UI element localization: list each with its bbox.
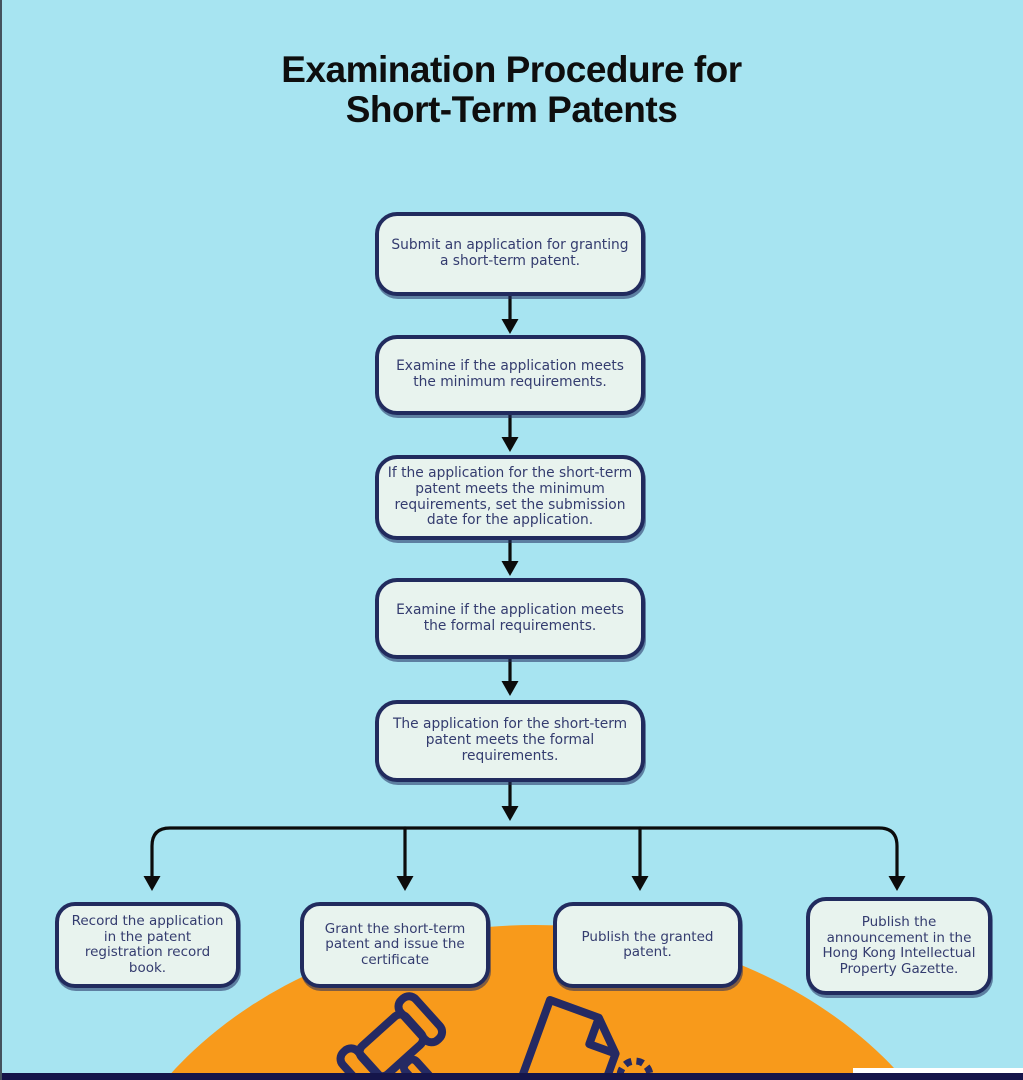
flow-step-1 [375,212,645,296]
flow-step-5 [375,700,645,782]
outcome-box-3-label: Publish the granted patent. [581,928,714,960]
flow-step-3 [375,455,645,540]
outcome-box-4 [806,897,992,995]
flow-step-5-label: The application for the short-term patent meets the formal requirements. [392,716,628,764]
outcome-box-1 [55,902,240,988]
left-edge-line [0,0,2,1080]
page-title-line-1: Examination Procedure for [281,49,742,90]
flow-step-2 [375,335,645,415]
flow-step-4-label: Examine if the application meets the formal requirements. [396,601,624,634]
flow-step-2-label: Examine if the application meets the minimum requirements. [396,358,624,390]
footer-bar [0,1073,1023,1080]
outcome-box-4-label: Publish the announcement in the Hong Kong Intellectual Property Gazette. [822,914,976,977]
outcome-box-1-label: Record the application in the patent registration record book. [71,913,224,976]
page-title-line-2: Short-Term Patents [345,89,678,130]
page-title [0,50,1023,130]
flow-step-4 [375,578,645,659]
outcome-box-2-label: Grant the short-term patent and issue the certificate [324,920,466,968]
outcome-box-2 [300,902,490,988]
outcome-box-3 [553,902,742,988]
flow-step-3-label: If the application for the short-term patent meets the minimum requirements, set the submission date for the application. [387,464,633,529]
flow-step-1-label: Submit an application for granting a short-term patent. [391,237,629,269]
